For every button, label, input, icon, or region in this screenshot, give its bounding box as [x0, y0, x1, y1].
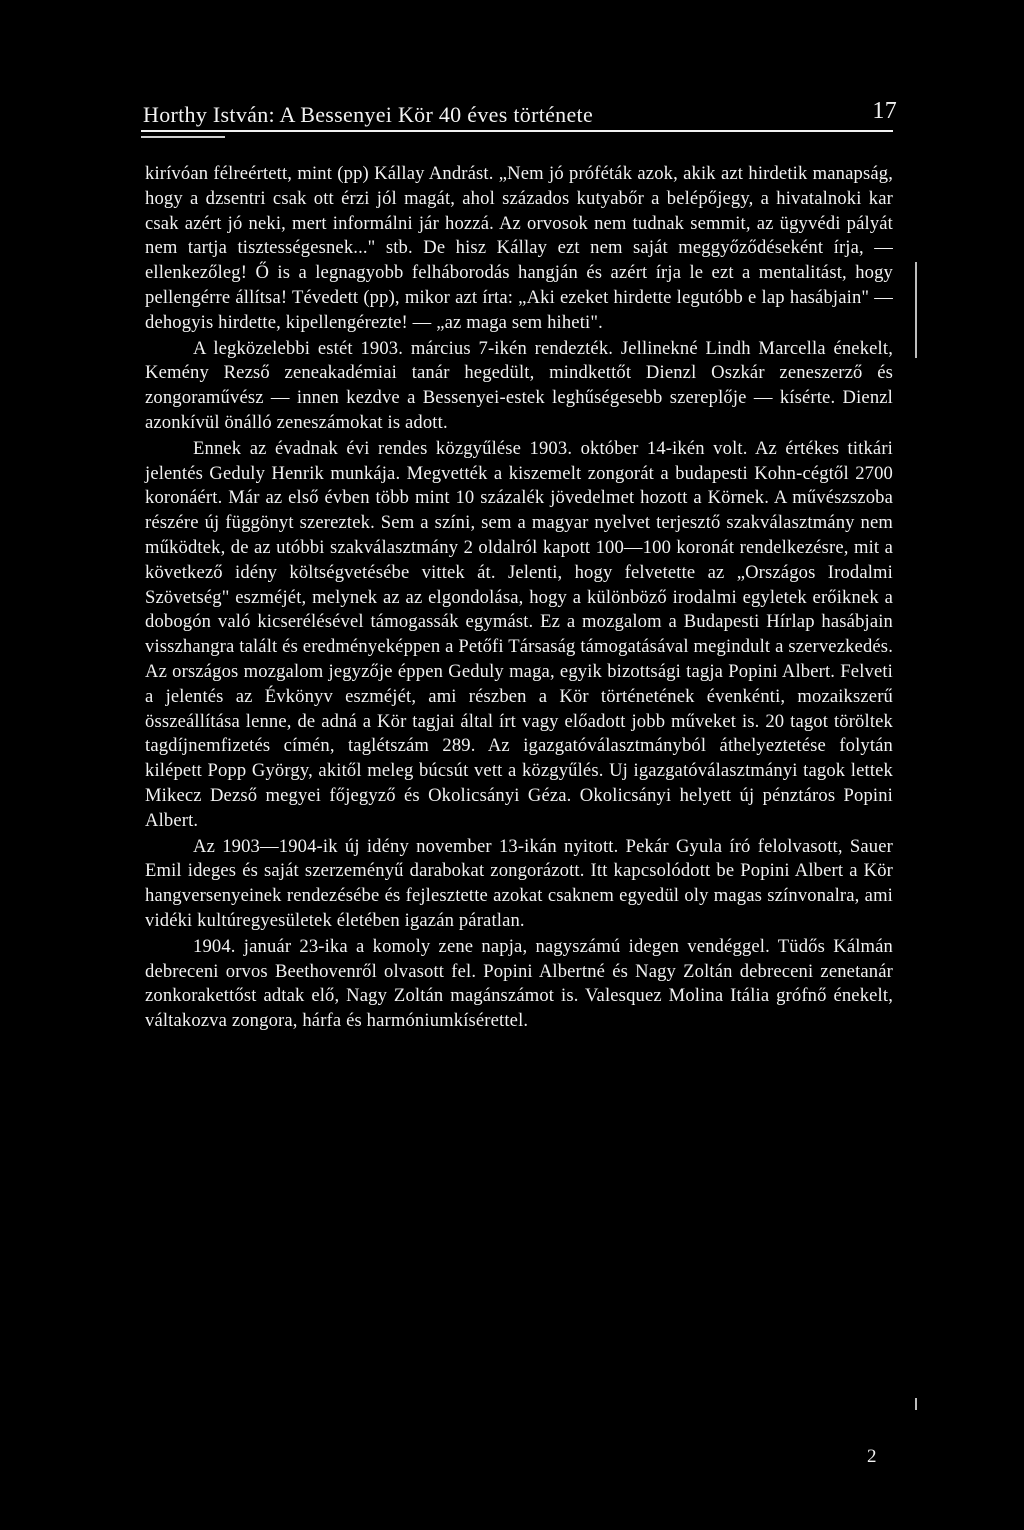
paragraph-1: kirívóan félreértett, mint (pp) Kállay Andrást. „Nem jó próféták azok, akik azt hirdetik manapság, hogy a dzsentri csak ott érzi jól magát, ahol százados kutyabőr a belépőjegy, a hivatalnoki kar csak azért jó neki, mert informálni jár hozzá. Az orvosok nem tudnak semmit, az ügyvédi pályát nem tartja tisztességesnek..." stb. De hisz Kállay ezt nem saját meggyőződéseként írja, — ellenkezőleg! Ő is a legnagyobb felháborodás hangján és azért írja le ezt a mentalitást, hogy pellengérre állítsa! Tévedett (pp), mikor azt írta: „Aki ezeket hirdette legutóbb e lap hasábjain" — dehogyis hirdette, kipellengérezte! — „az maga sem hiheti".	[145, 163, 893, 333]
header-rule-secondary	[141, 136, 225, 138]
running-header	[143, 96, 897, 138]
body-text	[145, 162, 893, 1034]
paragraph-5: 1904. január 23-ika a komoly zene napja, nagyszámú idegen vendéggel. Tüdős Kálmán debreceni orvos Beethovenről olvasott fel. Popini Albertné és Nagy Zoltán debreceni zenetanár zonkorakettőst adtak elő, Nagy Zoltán magánszámot is. Valesquez Molina Itália grófnő énekelt, váltakozva zongora, hárfa és harmóniumkísérettel.	[145, 935, 893, 1032]
signature-mark: 2	[867, 1446, 877, 1467]
document-page	[143, 96, 897, 1034]
page-number: 17	[872, 98, 897, 124]
header-rule	[141, 130, 893, 132]
header-title: Horthy István: A Bessenyei Kör 40 éves története	[143, 102, 594, 127]
margin-scan-mark	[915, 262, 917, 358]
margin-scan-mark-lower	[915, 1398, 917, 1410]
paragraph-4: Az 1903—1904-ik új idény november 13-ikán nyitott. Pekár Gyula író felolvasott, Sauer Emil ideges és saját szerzeményű darabokat zongorázott. Itt kapcsolódott be Popini Albert a Kör hangversenyeinek rendezésébe és fejlesztette azokat csaknem egyedül oly magas színvonalra, ami vidéki kultúregyesületek életében igazán páratlan.	[145, 835, 893, 931]
paragraph-2: A legközelebbi estét 1903. március 7-ikén rendezték. Jellinekné Lindh Marcella énekelt, Kemény Rezső zeneakadémiai tanár hegedült, mindkettőt Dienzl Oszkár zeneszerző és zongoraművész — innen kezdve a Bessenyei-estek leghűségesebb szereplője — kísérte. Dienzl azonkívül önálló zeneszámokat is adott.	[145, 337, 893, 433]
paragraph-3: Ennek az évadnak évi rendes közgyűlése 1903. október 14-ikén volt. Az értékes titkári jelentés Geduly Henrik munkája. Megvették a kiszemelt zongorát a budapesti Kohn-cégtől 2700 koronáért. Már az első évben több mint 10 százalék jövedelmet hozott a Körnek. A művészszoba részére új függönyt szereztek. Sem a színi, sem a magyar nyelvet terjesztő szakválasztmány nem működtek, de az utóbbi szakválasztmány 2 oldalról kapott 100—100 koronát rendelkezésre, mit a következő idény költségvetésébe vittek át. Jelenti, hogy felvetette az „Országos Irodalmi Szövetség" eszméjét, melynek az az elgondolása, hogy a különböző irodalmi egyletek erőiknek a dobogón való kicserélésével támogassák egymást. Ez a mozgalom a Budapesti Hírlap hasábjain visszhangra talált és eredményeképpen a Petőfi Társaság támogatásával megindult a szervezkedés. Az országos mozgalom jegyzője éppen Geduly maga, egyik bizottsági tagja Popini Albert. Felveti a jelentés az Évkönyv eszméjét, ami részben a Kör történetének évenkénti, mozaikszerű összeállítása lenne, de adná a Kör tagjai által írt vagy előadott jobb műveket is. 20 tagot töröltek tagdíjnemfizetés címén, taglétszám 289. Az igazgatóválasztmányból áthelyeztetése folytán kilépett Popp György, akitől meleg búcsút vett a közgyűlés. Uj igazgatóválasztmányi tagok lettek Mikecz Dezső megyei főjegyző és Okolicsányi Géza. Okolicsányi helyett új pénztáros Popini Albert.	[145, 437, 893, 831]
